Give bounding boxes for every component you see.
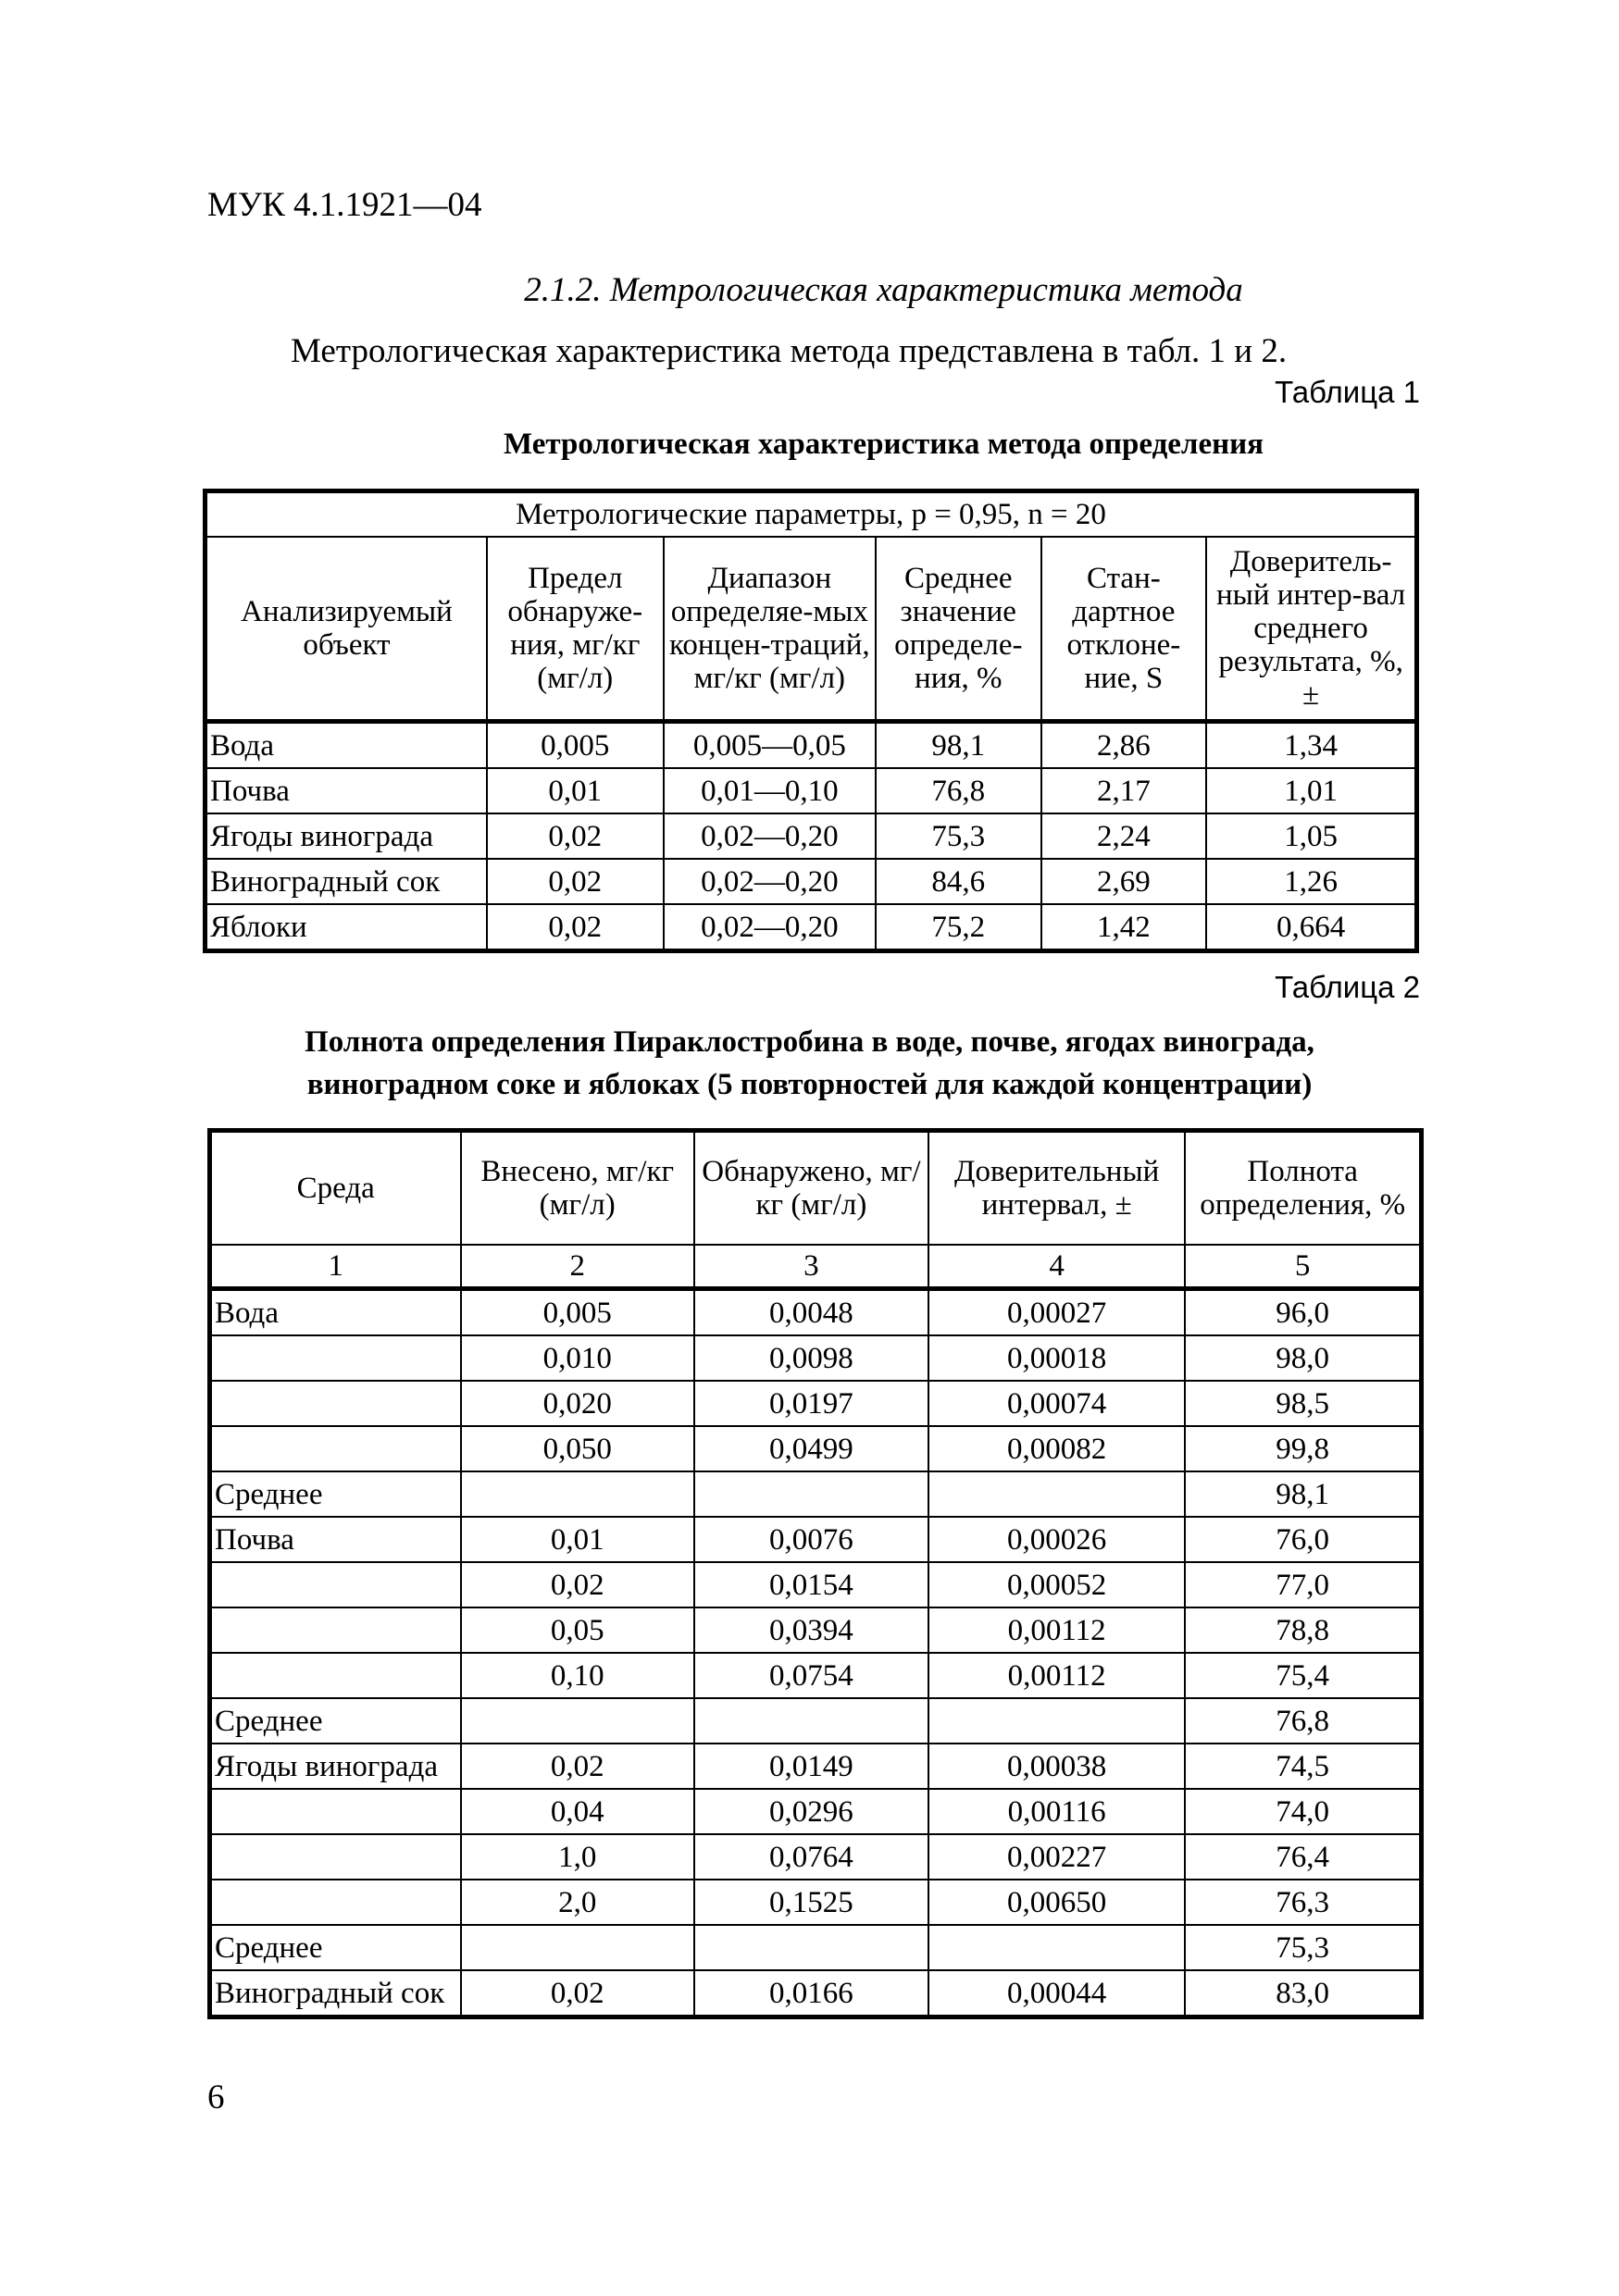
table2-caption-line2: виноградном соке и яблоках (5 повторностей для каждой концентрации) bbox=[306, 1068, 1313, 1101]
value-cell: 0,00018 bbox=[928, 1335, 1185, 1381]
table2-col-number: 4 bbox=[928, 1245, 1185, 1289]
value-cell: 2,24 bbox=[1041, 813, 1207, 859]
value-cell: 98,1 bbox=[876, 722, 1041, 769]
row-label-cell: Виноградный сок bbox=[210, 1970, 461, 2017]
row-label-cell bbox=[210, 1834, 461, 1880]
value-cell: 0,050 bbox=[461, 1426, 694, 1471]
value-cell bbox=[694, 1925, 928, 1970]
value-cell: 0,005—0,05 bbox=[664, 722, 876, 769]
table1-col-header: Доверитель-ный интер-вал среднего результата, %, ± bbox=[1206, 537, 1416, 722]
table1-col-header: Стан-дартное отклоне-ние, S bbox=[1041, 537, 1207, 722]
value-cell: 0,02—0,20 bbox=[664, 813, 876, 859]
table2-row bbox=[210, 1517, 1422, 1562]
value-cell: 0,00044 bbox=[928, 1970, 1185, 2017]
value-cell: 1,42 bbox=[1041, 904, 1207, 951]
table2-col-header: Полнота определения, % bbox=[1185, 1131, 1421, 1246]
row-label-cell bbox=[210, 1426, 461, 1471]
value-cell: 76,3 bbox=[1185, 1880, 1421, 1925]
table2-row bbox=[210, 1698, 1422, 1744]
value-cell bbox=[928, 1471, 1185, 1517]
table2-col-header: Среда bbox=[210, 1131, 461, 1246]
table1-group-header: Метрологические параметры, p = 0,95, n = 20 bbox=[205, 491, 1417, 538]
value-cell: 2,86 bbox=[1041, 722, 1207, 769]
row-label-cell bbox=[210, 1335, 461, 1381]
value-cell: 0,0154 bbox=[694, 1562, 928, 1607]
value-cell bbox=[694, 1471, 928, 1517]
value-cell: 76,8 bbox=[876, 768, 1041, 813]
value-cell: 98,0 bbox=[1185, 1335, 1421, 1381]
recovery-table bbox=[207, 1128, 1424, 2019]
value-cell: 0,00650 bbox=[928, 1880, 1185, 1925]
value-cell: 0,01 bbox=[461, 1517, 694, 1562]
value-cell: 0,04 bbox=[461, 1789, 694, 1834]
row-label-cell bbox=[210, 1880, 461, 1925]
row-label-cell: Среднее bbox=[210, 1698, 461, 1744]
row-label-cell: Ягоды винограда bbox=[210, 1744, 461, 1789]
value-cell bbox=[461, 1925, 694, 1970]
value-cell: 0,02 bbox=[487, 859, 664, 904]
value-cell: 2,17 bbox=[1041, 768, 1207, 813]
value-cell: 0,05 bbox=[461, 1607, 694, 1653]
table2-col-header: Обнаружено, мг/кг (мг/л) bbox=[694, 1131, 928, 1246]
table2-col-header: Внесено, мг/кг (мг/л) bbox=[461, 1131, 694, 1246]
value-cell: 98,5 bbox=[1185, 1381, 1421, 1426]
table2-col-number: 1 bbox=[210, 1245, 461, 1289]
value-cell: 74,5 bbox=[1185, 1744, 1421, 1789]
value-cell: 0,00112 bbox=[928, 1653, 1185, 1698]
table2-row bbox=[210, 1970, 1422, 2017]
value-cell: 75,3 bbox=[876, 813, 1041, 859]
value-cell: 0,00082 bbox=[928, 1426, 1185, 1471]
value-cell: 0,0098 bbox=[694, 1335, 928, 1381]
value-cell bbox=[928, 1698, 1185, 1744]
table2-row bbox=[210, 1653, 1422, 1698]
table1-label: Таблица 1 bbox=[1275, 375, 1420, 409]
value-cell: 0,02 bbox=[487, 904, 664, 951]
value-cell: 0,0048 bbox=[694, 1289, 928, 1336]
value-cell: 0,02—0,20 bbox=[664, 904, 876, 951]
value-cell: 1,05 bbox=[1206, 813, 1416, 859]
value-cell: 96,0 bbox=[1185, 1289, 1421, 1336]
value-cell: 76,4 bbox=[1185, 1834, 1421, 1880]
value-cell: 74,0 bbox=[1185, 1789, 1421, 1834]
value-cell: 75,3 bbox=[1185, 1925, 1421, 1970]
value-cell bbox=[461, 1471, 694, 1517]
value-cell: 0,0499 bbox=[694, 1426, 928, 1471]
value-cell: 0,664 bbox=[1206, 904, 1416, 951]
value-cell: 2,69 bbox=[1041, 859, 1207, 904]
value-cell: 99,8 bbox=[1185, 1426, 1421, 1471]
document-code: МУК 4.1.1921—04 bbox=[207, 186, 482, 224]
row-label-cell bbox=[210, 1562, 461, 1607]
value-cell: 0,00074 bbox=[928, 1381, 1185, 1426]
value-cell: 0,0149 bbox=[694, 1744, 928, 1789]
row-label-cell: Вода bbox=[205, 722, 487, 769]
value-cell: 0,005 bbox=[461, 1289, 694, 1336]
value-cell: 1,0 bbox=[461, 1834, 694, 1880]
table2-col-number: 5 bbox=[1185, 1245, 1421, 1289]
value-cell: 0,02 bbox=[461, 1970, 694, 2017]
value-cell: 98,1 bbox=[1185, 1471, 1421, 1517]
table2-row bbox=[210, 1789, 1422, 1834]
value-cell: 0,02 bbox=[487, 813, 664, 859]
row-label-cell bbox=[210, 1789, 461, 1834]
value-cell: 0,02—0,20 bbox=[664, 859, 876, 904]
value-cell: 0,00027 bbox=[928, 1289, 1185, 1336]
table2-row bbox=[210, 1471, 1422, 1517]
value-cell: 0,10 bbox=[461, 1653, 694, 1698]
value-cell: 0,0197 bbox=[694, 1381, 928, 1426]
table2-row bbox=[210, 1744, 1422, 1789]
table1-col-header: Среднее значение определе-ния, % bbox=[876, 537, 1041, 722]
row-label-cell: Ягоды винограда bbox=[205, 813, 487, 859]
value-cell: 0,02 bbox=[461, 1562, 694, 1607]
value-cell: 78,8 bbox=[1185, 1607, 1421, 1653]
table2-col-number: 3 bbox=[694, 1245, 928, 1289]
table2-col-header: Доверительный интервал, ± bbox=[928, 1131, 1185, 1246]
value-cell: 0,00227 bbox=[928, 1834, 1185, 1880]
value-cell: 0,0754 bbox=[694, 1653, 928, 1698]
value-cell bbox=[461, 1698, 694, 1744]
value-cell: 2,0 bbox=[461, 1880, 694, 1925]
table1-col-header: Анализируемый объект bbox=[205, 537, 487, 722]
value-cell: 1,01 bbox=[1206, 768, 1416, 813]
table1-col-header: Предел обнаруже-ния, мг/кг (мг/л) bbox=[487, 537, 664, 722]
value-cell: 0,01 bbox=[487, 768, 664, 813]
value-cell: 0,00116 bbox=[928, 1789, 1185, 1834]
table1-row bbox=[205, 722, 1417, 769]
metrology-table bbox=[203, 489, 1419, 953]
value-cell: 0,0076 bbox=[694, 1517, 928, 1562]
table2-row bbox=[210, 1925, 1422, 1970]
table2-row bbox=[210, 1381, 1422, 1426]
row-label-cell bbox=[210, 1653, 461, 1698]
value-cell: 76,0 bbox=[1185, 1517, 1421, 1562]
row-label-cell: Среднее bbox=[210, 1471, 461, 1517]
section-title: 2.1.2. Метрологическая характеристика метода bbox=[524, 271, 1243, 309]
value-cell: 83,0 bbox=[1185, 1970, 1421, 2017]
row-label-cell: Почва bbox=[205, 768, 487, 813]
table2-row bbox=[210, 1607, 1422, 1653]
table2-row bbox=[210, 1289, 1422, 1336]
table1-caption: Метрологическая характеристика метода определения bbox=[504, 428, 1264, 461]
value-cell: 0,0394 bbox=[694, 1607, 928, 1653]
table1-row bbox=[205, 859, 1417, 904]
table2-col-number: 2 bbox=[461, 1245, 694, 1289]
table2-row bbox=[210, 1562, 1422, 1607]
value-cell: 1,34 bbox=[1206, 722, 1416, 769]
value-cell: 0,00052 bbox=[928, 1562, 1185, 1607]
table2-row bbox=[210, 1834, 1422, 1880]
value-cell: 0,00112 bbox=[928, 1607, 1185, 1653]
row-label-cell: Почва bbox=[210, 1517, 461, 1562]
table2-row bbox=[210, 1880, 1422, 1925]
value-cell: 0,00038 bbox=[928, 1744, 1185, 1789]
row-label-cell: Виноградный сок bbox=[205, 859, 487, 904]
value-cell: 0,01—0,10 bbox=[664, 768, 876, 813]
table1-row bbox=[205, 768, 1417, 813]
table1-row bbox=[205, 904, 1417, 951]
table2-label: Таблица 2 bbox=[1275, 970, 1420, 1004]
value-cell: 75,4 bbox=[1185, 1653, 1421, 1698]
value-cell: 0,0296 bbox=[694, 1789, 928, 1834]
table1-col-header: Диапазон определяе-мых концен-траций, мг/кг (мг/л) bbox=[664, 537, 876, 722]
value-cell: 75,2 bbox=[876, 904, 1041, 951]
page-number: 6 bbox=[207, 2079, 225, 2116]
value-cell: 0,1525 bbox=[694, 1880, 928, 1925]
value-cell: 0,02 bbox=[461, 1744, 694, 1789]
value-cell bbox=[694, 1698, 928, 1744]
section-intro: Метрологическая характеристика метода представлена в табл. 1 и 2. bbox=[291, 332, 1288, 370]
value-cell: 0,005 bbox=[487, 722, 664, 769]
value-cell: 0,020 bbox=[461, 1381, 694, 1426]
value-cell: 76,8 bbox=[1185, 1698, 1421, 1744]
row-label-cell: Яблоки bbox=[205, 904, 487, 951]
value-cell bbox=[928, 1925, 1185, 1970]
value-cell: 0,0166 bbox=[694, 1970, 928, 2017]
row-label-cell bbox=[210, 1607, 461, 1653]
row-label-cell: Вода bbox=[210, 1289, 461, 1336]
value-cell: 1,26 bbox=[1206, 859, 1416, 904]
table2-row bbox=[210, 1426, 1422, 1471]
row-label-cell bbox=[210, 1381, 461, 1426]
value-cell: 0,00026 bbox=[928, 1517, 1185, 1562]
value-cell: 0,010 bbox=[461, 1335, 694, 1381]
table1-row bbox=[205, 813, 1417, 859]
table2-row bbox=[210, 1335, 1422, 1381]
value-cell: 84,6 bbox=[876, 859, 1041, 904]
value-cell: 77,0 bbox=[1185, 1562, 1421, 1607]
value-cell: 0,0764 bbox=[694, 1834, 928, 1880]
table2-caption-line1: Полнота определения Пираклостробина в воде, почве, ягодах винограда, bbox=[305, 1025, 1314, 1059]
row-label-cell: Среднее bbox=[210, 1925, 461, 1970]
